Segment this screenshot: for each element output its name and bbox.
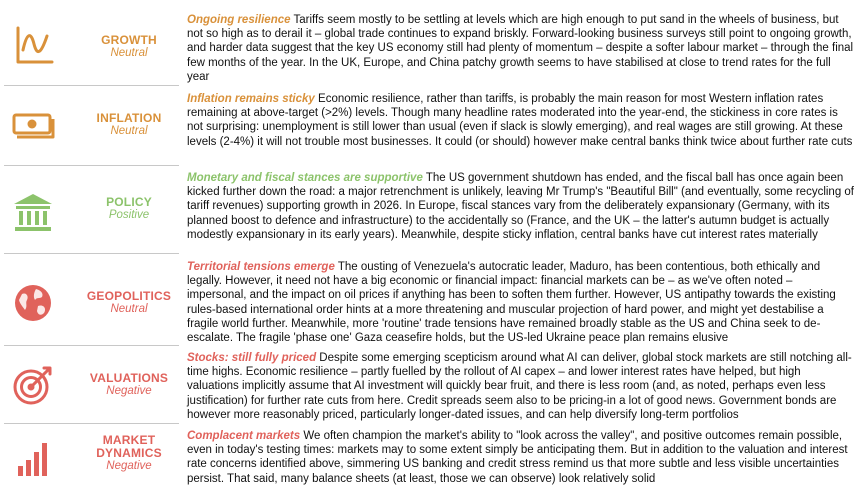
row-lead: Monetary and fiscal stances are supportive (187, 172, 423, 184)
row-body: The US government shutdown has ended, and the fiscal ball has once again been kicked further down the road: a major retrenchment is unlikely, leaving Mr Trump's "Beautiful Bill" (and eventually, some recycling of tariff revenues) supporting growth in 2026. In Europe, fiscal stances vary from the deliberately expansionary (Germany, with its planned boost to defence and infrastructure) to the accidentally so (France, and the UK – the latter's autumn budget is actually modestly expansionary in its early years). Meanwhile, despite sticky inflation, central banks have cut interest rates materially (187, 172, 855, 241)
status-label: Negative (106, 460, 152, 472)
category-label-line1: MARKET (102, 433, 156, 447)
row-lead: Stocks: still fully priced (187, 352, 317, 364)
row-text (187, 13, 855, 84)
row-text (187, 92, 855, 149)
row-policy (0, 166, 864, 254)
category-label: INFLATION (96, 111, 162, 125)
row-body: Despite some emerging scepticism around what AI can deliver, global stock markets are still notching all-time highs. Economic resilience – partly fuelled by the rollout of AI capex – and lower interest rates have helped, but high valuations implicitly assume that AI investment will quickly bear fruit, and there is less room (and, as noted, perhaps even less justification) for further rate cuts from here. Credit spreads seem also to be pricing-in a lot of good news. Government bonds are however more reasonably priced, particularly longer-dated issues, and can help diversify long-term portfolios (187, 352, 852, 421)
bar-chart-icon (10, 436, 56, 482)
status-label: Neutral (110, 47, 148, 59)
government-building-icon (10, 190, 56, 236)
row-lead: Territorial tensions emerge (187, 261, 335, 273)
category-label: VALUATIONS (89, 371, 169, 385)
category-label: POLICY (106, 195, 152, 209)
row-body: Economic resilience, rather than tariffs, is probably the main reason for most Western inflation rates remaining at above-target (>2%) levels. Though many headline rates moderated into the year-end, the stickiness in core rates is not surprising: unemployment is still lower than usual (even if slack is slowly emerging), and real wages are still growing. At these levels (2-4%) it will not trouble most businesses. It could (or should) however make central banks think twice about further rate cuts (187, 93, 853, 148)
row-body: The ousting of Venezuela's autocratic leader, Maduro, has been contentious, both ethically and legally. However, it need not have a big economic or financial impact: financial markets can be – as we've often noted – impersonal, and the impact on oil prices if anything has been to soften them further. However, US antipathy towards the existing rules-based international order hints at a more threatening and muscular projection of hard power, and might yet destabilise a fragile world further. Meanwhile, more 'routine' trade tensions have remained broadly stable as the US and China seek to de-escalate. The fragile 'phase one' Gaza ceasefire holds, but the US-led Ukraine peace plan remains elusive (187, 261, 836, 345)
row-geopolitics (0, 254, 864, 346)
row-text (187, 351, 855, 422)
row-lead: Complacent markets (187, 430, 301, 442)
category-label: GROWTH (101, 33, 157, 47)
row-inflation (0, 86, 864, 166)
status-label: Neutral (110, 125, 148, 137)
row-lead: Ongoing resilience (187, 14, 291, 26)
row-market-dynamics (0, 424, 864, 486)
growth-line-icon (10, 22, 56, 68)
category-label-line2: DYNAMICS (96, 446, 162, 460)
row-lead: Inflation remains sticky (187, 93, 315, 105)
row-text (187, 171, 855, 242)
row-body: Tariffs seem mostly to be settling at levels which are high enough to put sand in the wheels of business, but not so high as to derail it – global trade continues to expand briskly. Forward-looking business surveys still point to ongoing growth, and harder data suggest that the key US economy still had plenty of momentum – despite a softer labour market – through the final few months of the year. In the UK, Europe, and China patchy growth seems to have stabilised at close to trend rates for the full year (187, 14, 854, 83)
row-valuations (0, 346, 864, 424)
status-label: Positive (108, 209, 150, 221)
row-body: We often champion the market's ability to "look across the valley", and positive outcomes remain possible, even in today's testing times: markets may to some extent simply be anticipating them. But in addition to the valuation and interest rate concerns identified above, simmering US banking and credit stress remind us that more subtle and less visible uncertainties persist. That said, many balance sheets (at least, those we can observe) look relatively solid (187, 430, 848, 485)
row-growth (0, 0, 864, 86)
target-arrow-icon (10, 362, 56, 408)
row-text (187, 429, 855, 486)
category-label: GEOPOLITICS (86, 289, 172, 303)
status-label: Negative (106, 385, 152, 397)
row-text (187, 260, 855, 345)
globe-icon (10, 280, 56, 326)
banknote-icon (10, 103, 56, 149)
status-label: Neutral (110, 303, 148, 315)
